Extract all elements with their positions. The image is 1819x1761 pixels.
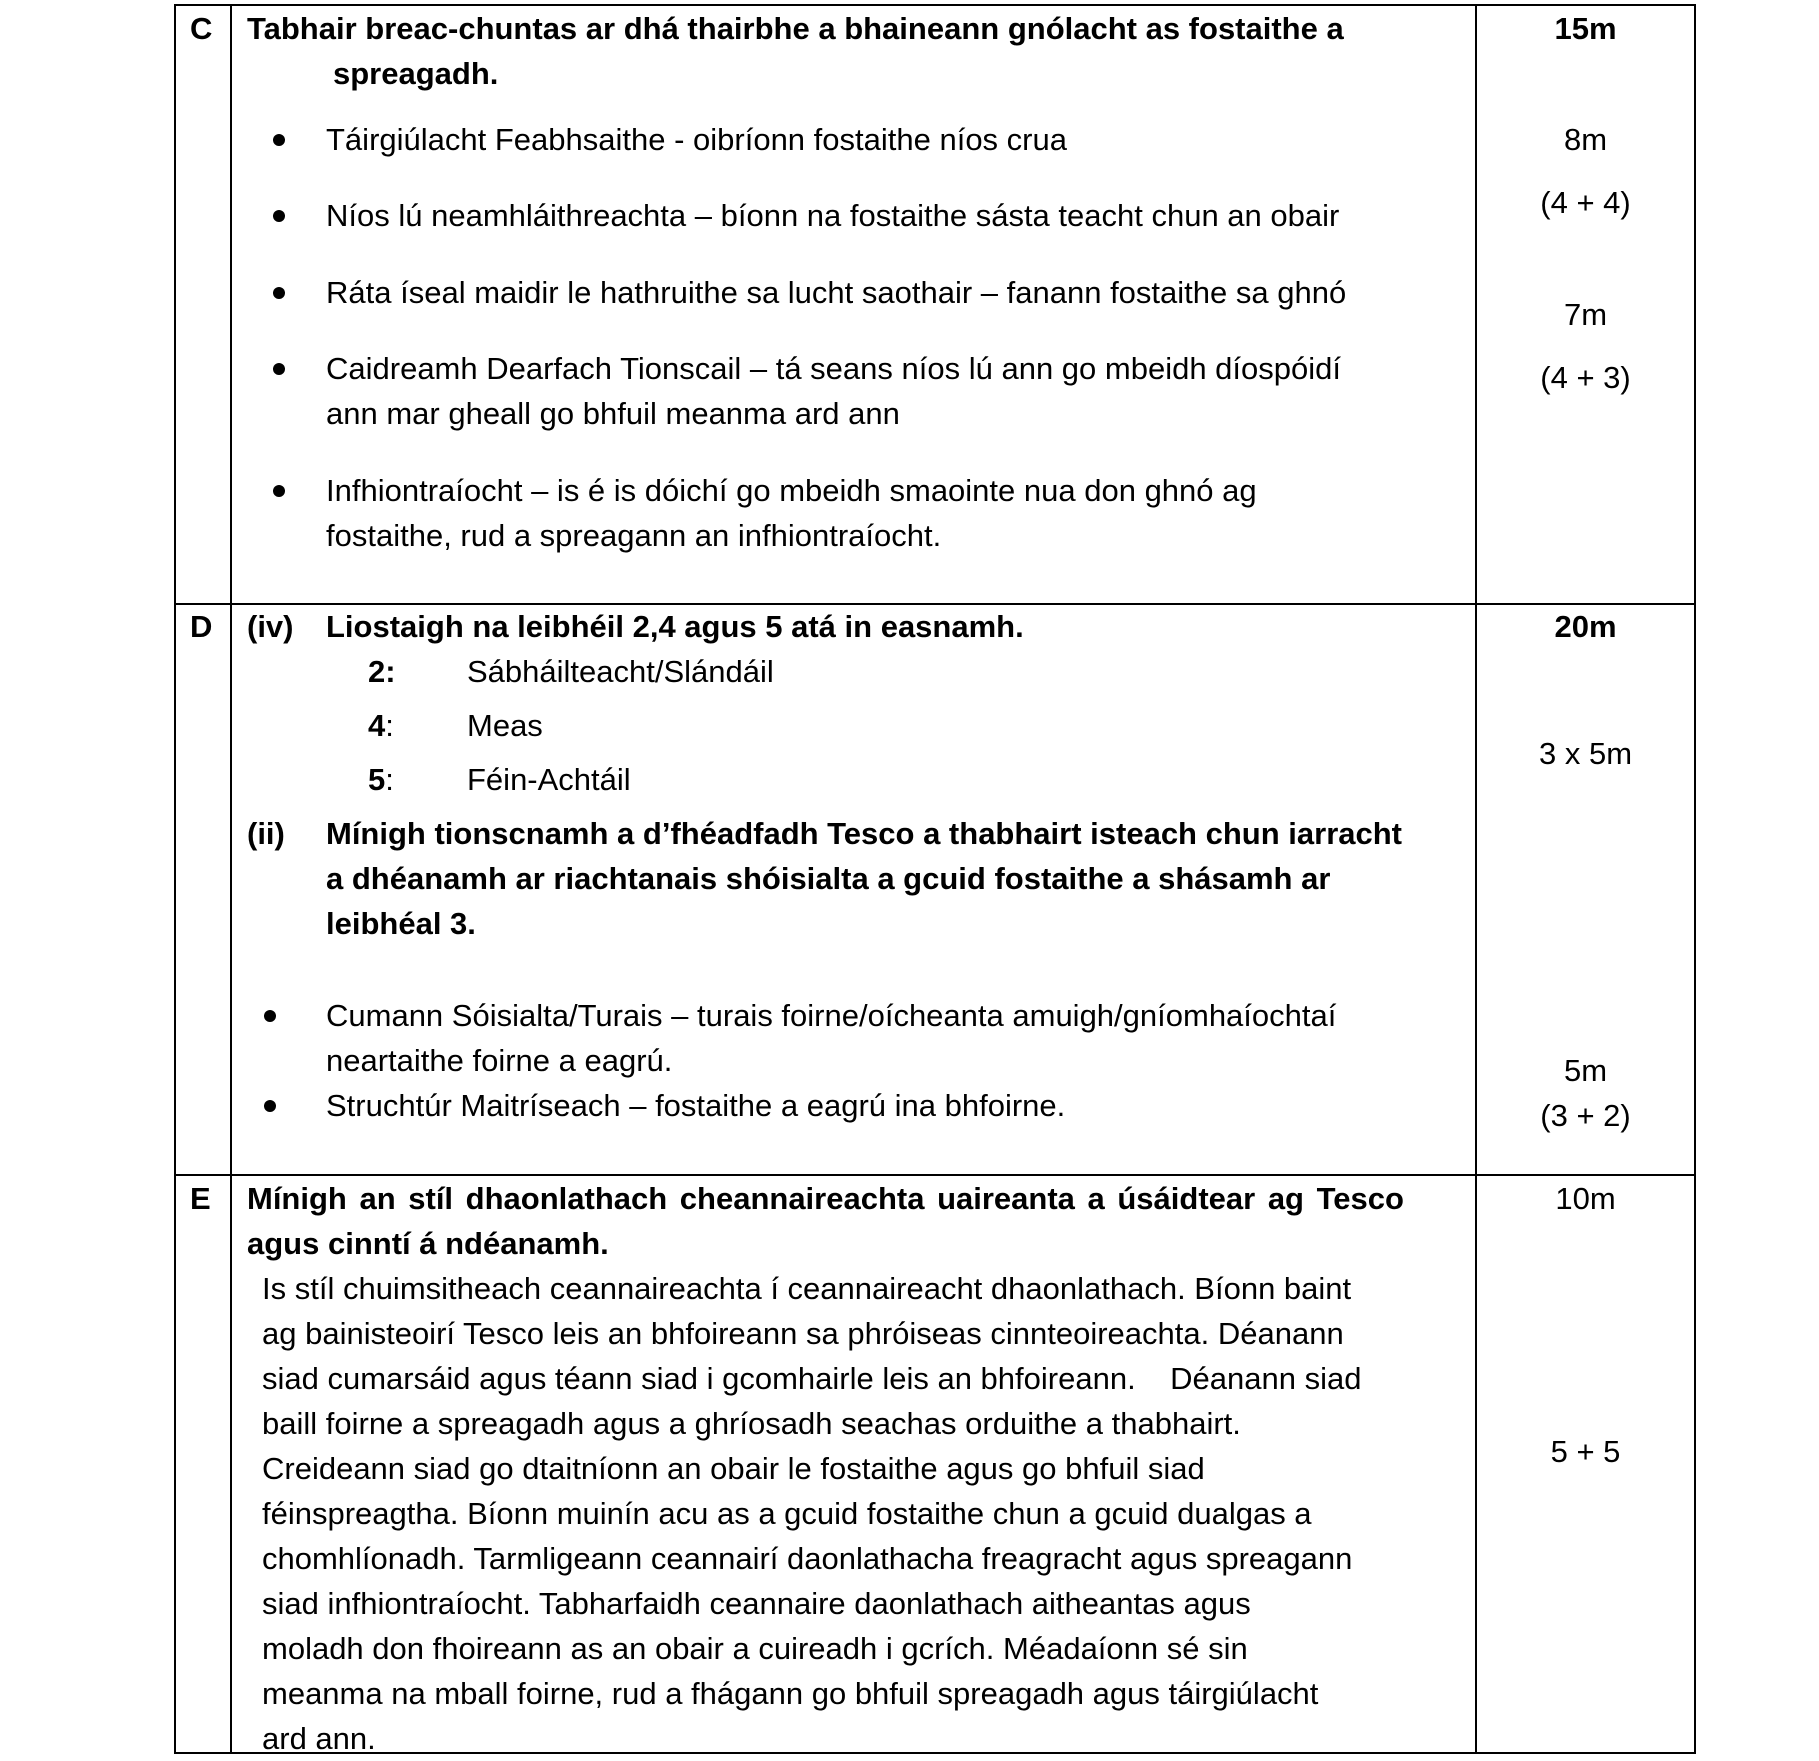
paragraph-line: chomhlíonadh. Tarmligeann ceannairí daonlathacha freagracht agus spreagann <box>262 1541 1353 1576</box>
marks-split: 5 + 5 <box>1550 1434 1621 1469</box>
question-text: agus cinntí á ndéanamh. <box>247 1226 609 1261</box>
bullet-icon <box>273 287 285 299</box>
bullet-icon <box>273 485 285 497</box>
question-text: spreagadh. <box>333 56 499 91</box>
level-number: 4 <box>368 708 386 743</box>
paragraph-line: moladh don fhoireann as an obair a cuireadh i gcrích. Méadaíonn sé sin <box>262 1631 1248 1666</box>
question-text: Mínigh an stíl dhaonlathach cheannaireachta uaireanta a úsáidtear ag Tesco <box>247 1181 1404 1216</box>
section-letter: E <box>190 1181 211 1216</box>
level-number: 2 <box>368 654 386 689</box>
list-item: Cumann Sóisialta/Turais – turais foirne/oícheanta amuigh/gníomhaíochtaí <box>326 998 1337 1033</box>
list-item: Infhiontraíocht – is é is dóichí go mbeidh smaointe nua don ghnó ag <box>326 473 1257 508</box>
list-item-continued: fostaithe, rud a spreagann an infhiontraíocht. <box>326 518 942 553</box>
paragraph-line: baill foirne a spreagadh agus a ghríosadh seachas orduithe a thabhairt. <box>262 1406 1241 1441</box>
table-border-right <box>1694 4 1696 1754</box>
list-item-continued: ann mar gheall go bhfuil meanma ard ann <box>326 396 900 431</box>
paragraph-line: Creideann siad go dtaitníonn an obair le fostaithe agus go bhfuil siad <box>262 1451 1205 1486</box>
total-marks: 15m <box>1554 11 1617 46</box>
level-colon: : <box>385 708 394 743</box>
level-text: Meas <box>467 708 543 743</box>
question-text: Liostaigh na leibhéil 2,4 agus 5 atá in easnamh. <box>326 609 1024 644</box>
list-item: Ráta íseal maidir le hathruithe sa lucht saothair – fanann fostaithe sa ghnó <box>326 275 1347 310</box>
level-colon: : <box>385 654 396 689</box>
table-border-left <box>174 4 176 1754</box>
part-label: (iv) <box>247 609 294 644</box>
marks-split: (4 + 4) <box>1540 185 1631 220</box>
paragraph-line: Is stíl chuimsitheach ceannaireachta í ceannaireacht dhaonlathach. Bíonn baint <box>262 1271 1352 1306</box>
level-text: Féin-Achtáil <box>467 762 631 797</box>
paragraph-line: féinspreagtha. Bíonn muinín acu as a gcuid fostaithe chun a gcuid dualgas a <box>262 1496 1312 1531</box>
paragraph-line: ard ann. <box>262 1721 376 1756</box>
question-text: a dhéanamh ar riachtanais shóisialta a gcuid fostaithe a shásamh ar <box>326 861 1331 896</box>
paragraph-line: meanma na mball foirne, rud a fhágann go bhfuil spreagadh agus táirgiúlacht <box>262 1676 1319 1711</box>
level-text: Sábháilteacht/Slándáil <box>467 654 774 689</box>
section-letter: D <box>190 609 213 644</box>
part-label: (ii) <box>247 816 285 851</box>
question-text: Tabhair breac-chuntas ar dhá thairbhe a bhaineann gnólacht as fostaithe a <box>247 11 1344 46</box>
bullet-icon <box>273 363 285 375</box>
column-divider-letter <box>230 4 232 1754</box>
answer-paragraph <box>262 1266 1492 1761</box>
bullet-icon <box>264 1100 276 1112</box>
total-marks: 20m <box>1554 609 1617 644</box>
level-colon: : <box>385 762 394 797</box>
list-item-continued: neartaithe foirne a eagrú. <box>326 1043 673 1078</box>
list-item: Caidreamh Dearfach Tionscail – tá seans níos lú ann go mbeidh díospóidí <box>326 351 1341 386</box>
level-row <box>368 703 394 748</box>
marks: 8m <box>1563 122 1608 157</box>
marks: 7m <box>1563 297 1608 332</box>
list-item: Struchtúr Maitríseach – fostaithe a eagrú ina bhfoirne. <box>326 1088 1066 1123</box>
total-marks: 10m <box>1555 1181 1616 1216</box>
marks: 5m <box>1563 1053 1608 1088</box>
list-item: Táirgiúlacht Feabhsaithe - oibríonn fostaithe níos crua <box>326 122 1067 157</box>
marks: 3 x 5m <box>1538 736 1633 771</box>
bullet-icon <box>273 210 285 222</box>
bullet-icon <box>273 134 285 146</box>
list-item: Níos lú neamhláithreachta – bíonn na fostaithe sásta teacht chun an obair <box>326 198 1340 233</box>
question-text: leibhéal 3. <box>326 906 476 941</box>
question-text: Mínigh tionscnamh a d’fhéadfadh Tesco a thabhairt isteach chun iarracht <box>326 816 1402 851</box>
paragraph-line: siad cumarsáid agus téann siad i gcomhairle leis an bhfoireann. Déanann siad <box>262 1361 1362 1396</box>
paragraph-line: ag bainisteoirí Tesco leis an bhfoireann sa phróiseas cinnteoireachta. Déanann <box>262 1316 1344 1351</box>
section-letter: C <box>190 11 213 46</box>
bullet-icon <box>264 1010 276 1022</box>
marks-split: (4 + 3) <box>1540 360 1631 395</box>
level-row <box>368 757 394 802</box>
level-row <box>368 649 396 694</box>
marks-split: (3 + 2) <box>1540 1098 1631 1133</box>
level-number: 5 <box>368 762 386 797</box>
paragraph-line: siad infhiontraíocht. Tabharfaidh ceannaire daonlathach aitheantas agus <box>262 1586 1251 1621</box>
